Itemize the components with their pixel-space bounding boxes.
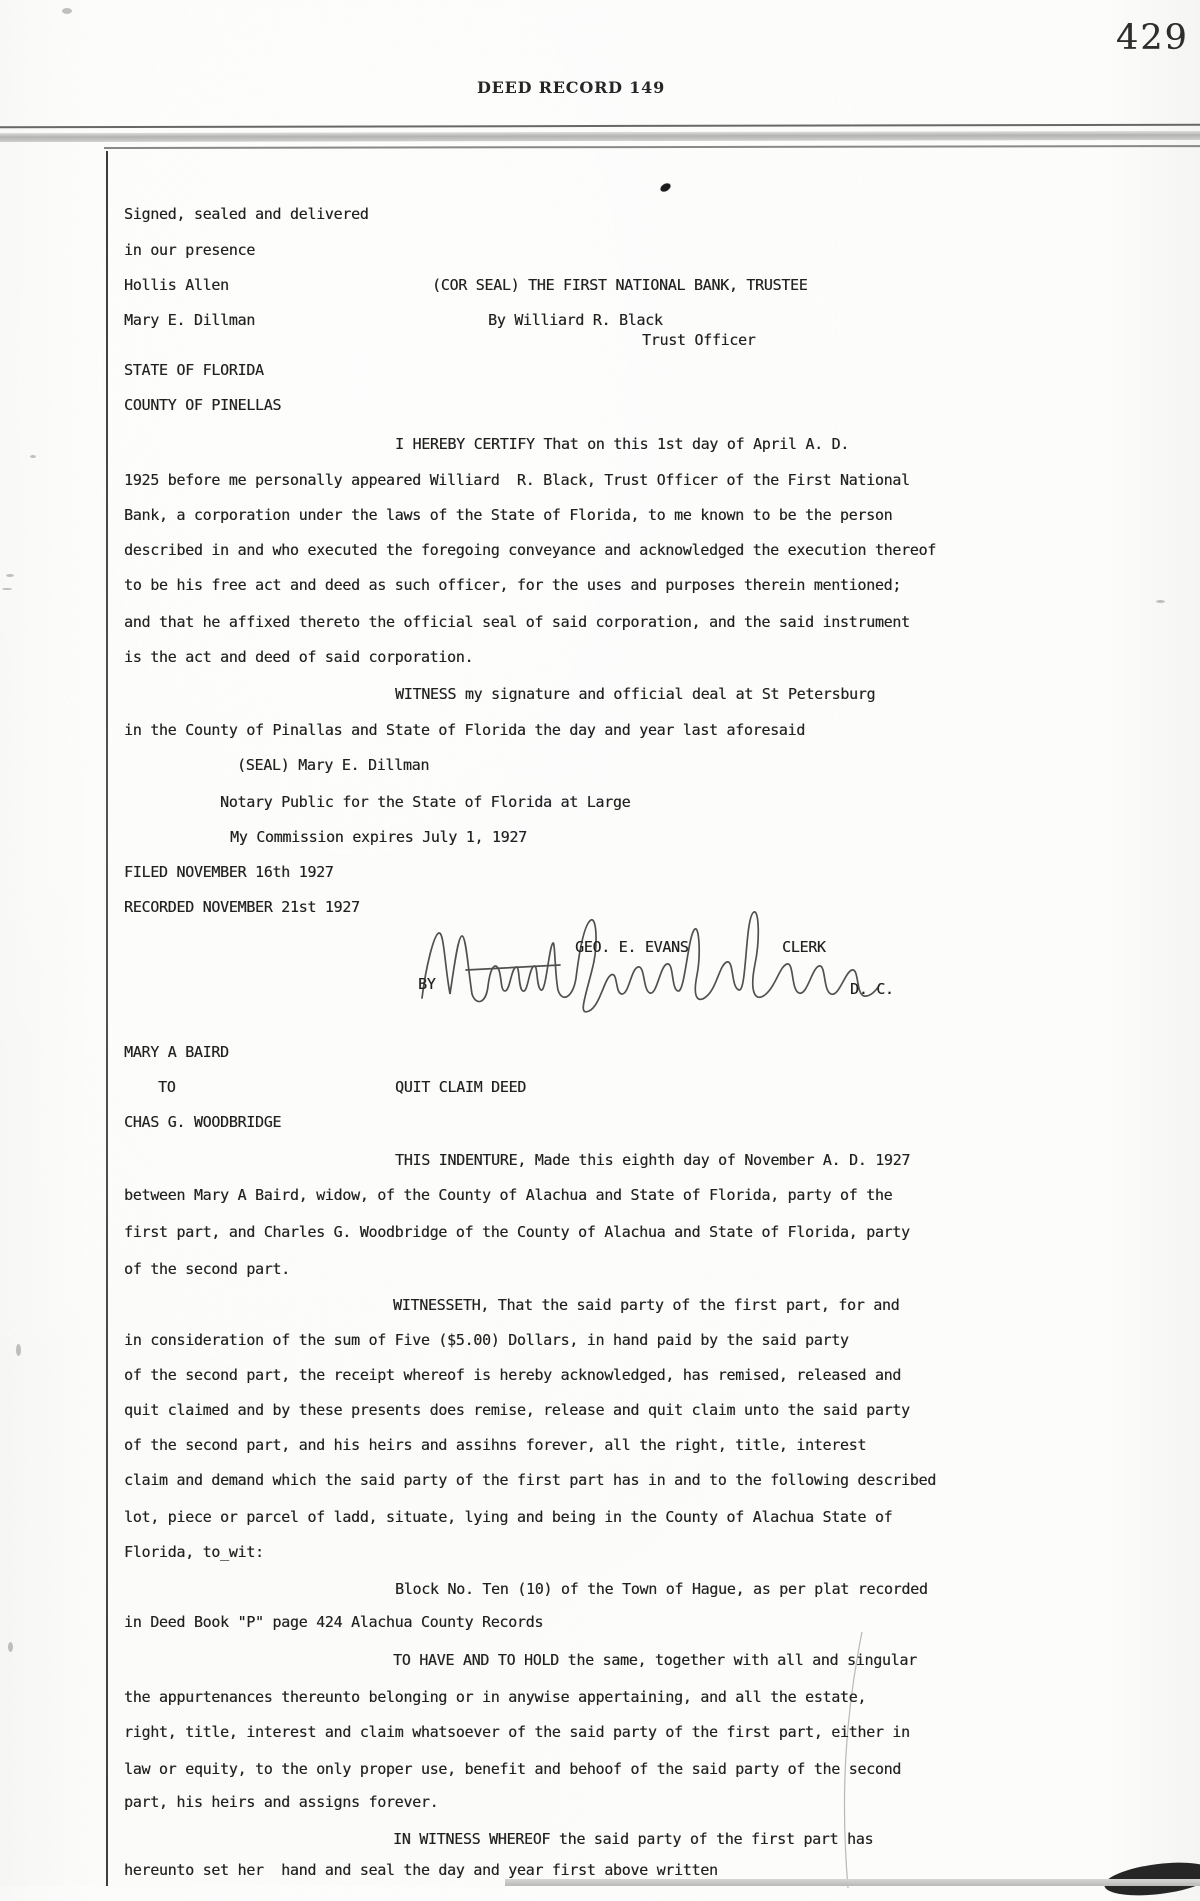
ink-blot — [659, 182, 672, 194]
scan-speck — [62, 8, 72, 14]
scan-speck — [2, 588, 12, 590]
document-text-line: BY — [418, 975, 436, 993]
book-header-title: DEED RECORD 149 — [477, 78, 666, 97]
document-text-line: hereunto set her hand and seal the day and year first above written — [124, 1861, 718, 1879]
document-text-line: of the second part. — [124, 1260, 290, 1278]
page-number: 429 — [1116, 18, 1189, 58]
document-text-line: RECORDED NOVEMBER 21st 1927 — [124, 898, 360, 916]
document-text-line: (SEAL) Mary E. Dillman — [237, 756, 430, 774]
document-text-line: lot, piece or parcel of ladd, situate, lying and being in the County of Alachua State of — [124, 1508, 893, 1526]
document-text-line: By Williard R. Black — [488, 311, 663, 329]
document-text-line: Block No. Ten (10) of the Town of Hague, as per plat recorded — [395, 1580, 928, 1598]
document-text-line: between Mary A Baird, widow, of the County of Alachua and State of Florida, party of the — [124, 1186, 893, 1204]
header-underline-rule — [104, 145, 1200, 149]
document-text-line: CLERK — [782, 938, 826, 956]
document-text-line: part, his heirs and assigns forever. — [124, 1793, 439, 1811]
scan-speck — [8, 1642, 13, 1652]
top-rule-thick — [0, 131, 1200, 142]
document-text-line: claim and demand which the said party of the first part has in and to the following described — [124, 1471, 936, 1489]
document-text-line: WITNESS my signature and official deal at St Petersburg — [395, 685, 876, 703]
scan-speck — [1156, 600, 1165, 603]
document-text-line: 1925 before me personally appeared Williard R. Black, Trust Officer of the First National — [124, 471, 910, 489]
document-text-line: QUIT CLAIM DEED — [395, 1078, 526, 1096]
document-text-line: law or equity, to the only proper use, benefit and behoof of the said party of the second — [124, 1760, 902, 1778]
document-text-line: CHAS G. WOODBRIDGE — [124, 1113, 282, 1131]
document-text-line: (COR SEAL) THE FIRST NATIONAL BANK, TRUSTEE — [432, 276, 808, 294]
document-text-line: Mary E. Dillman — [124, 311, 255, 329]
document-text-line: Florida, to_wit: — [124, 1543, 264, 1561]
scan-speck — [6, 574, 14, 577]
document-text-line: GEO. E. EVANS — [575, 938, 689, 956]
document-text-line: described in and who executed the foregoing conveyance and acknowledged the execution thereof — [124, 541, 936, 559]
document-text-line: Bank, a corporation under the laws of the State of Florida, to me known to be the person — [124, 506, 893, 524]
left-margin-rule — [106, 151, 108, 1886]
document-text-line: IN WITNESS WHEREOF the said party of the first part has — [393, 1830, 874, 1848]
document-text-line: THIS INDENTURE, Made this eighth day of November A. D. 1927 — [395, 1151, 911, 1169]
document-text-line: in the County of Pinallas and State of Florida the day and year last aforesaid — [124, 721, 806, 739]
document-text-line: in consideration of the sum of Five ($5.00) Dollars, in hand paid by the said party — [124, 1331, 849, 1349]
document-text-line: Hollis Allen — [124, 276, 229, 294]
clerk-signature — [408, 906, 888, 1024]
document-text-line: right, title, interest and claim whatsoever of the said party of the first part, either in — [124, 1723, 910, 1741]
document-text-line: Signed, sealed and delivered — [124, 205, 369, 223]
document-text-line: first part, and Charles G. Woodbridge of the County of Alachua and State of Florida, party — [124, 1223, 910, 1241]
document-text-line: to be his free act and deed as such officer, for the uses and purposes therein mentioned; — [124, 576, 902, 594]
document-text-line: Trust Officer — [642, 331, 756, 349]
document-text-line: WITNESSETH, That the said party of the first part, for and — [393, 1296, 900, 1314]
document-text-line: and that he affixed thereto the official seal of said corporation, and the said instrument — [124, 613, 910, 631]
document-text-line: of the second part, and his heirs and assihns forever, all the right, title, interest — [124, 1436, 867, 1454]
document-text-line: MARY A BAIRD — [124, 1043, 229, 1061]
paper-crease-line — [836, 1632, 870, 1888]
document-text-line: of the second part, the receipt whereof is hereby acknowledged, has remised, released and — [124, 1366, 902, 1384]
document-text-line: quit claimed and by these presents does remise, release and quit claim unto the said party — [124, 1401, 910, 1419]
document-text-line: STATE OF FLORIDA — [124, 361, 264, 379]
scan-speck — [30, 455, 36, 458]
top-rule-thin — [0, 124, 1200, 129]
document-text-line: Notary Public for the State of Florida at Large — [220, 793, 631, 811]
document-text-line: in Deed Book "P" page 424 Alachua County Records — [124, 1613, 544, 1631]
document-text-line: in our presence — [124, 241, 255, 259]
document-text-line: the appurtenances thereunto belonging or in anywise appertaining, and all the estate, — [124, 1688, 867, 1706]
document-text-line: D. C. — [850, 980, 894, 998]
document-text-line: FILED NOVEMBER 16th 1927 — [124, 863, 334, 881]
document-text-line: TO — [158, 1078, 176, 1096]
document-text-line: My Commission expires July 1, 1927 — [230, 828, 527, 846]
document-text-line: I HEREBY CERTIFY That on this 1st day of April A. D. — [395, 435, 850, 453]
document-text-line: TO HAVE AND TO HOLD the same, together with all and singular — [393, 1651, 917, 1669]
scan-speck — [16, 1344, 21, 1356]
document-text-line: is the act and deed of said corporation. — [124, 648, 474, 666]
document-text-line: COUNTY OF PINELLAS — [124, 396, 282, 414]
page-edge-shadow — [505, 1879, 1200, 1886]
